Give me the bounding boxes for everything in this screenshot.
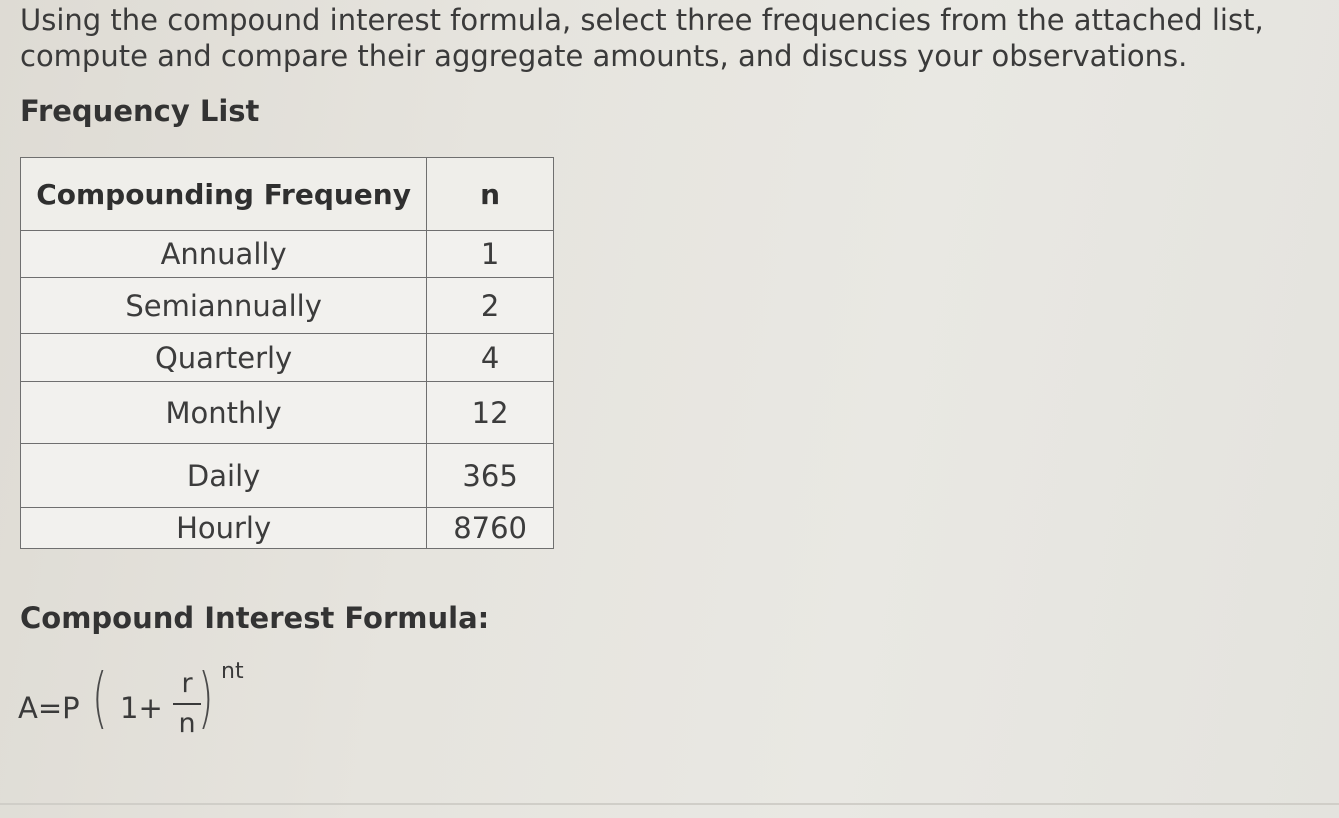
- formula-one-plus: 1+: [120, 691, 163, 725]
- table-row: [21, 231, 554, 278]
- header-n: n: [427, 158, 554, 231]
- formula-denominator: n: [178, 708, 196, 739]
- formula-exponent: nt: [221, 659, 244, 684]
- frequency-cell: Monthly: [21, 382, 427, 444]
- table-row: [21, 444, 554, 508]
- n-cell: 365: [427, 444, 554, 508]
- n-cell: 1: [427, 231, 554, 278]
- table-row: [21, 278, 554, 334]
- formula-paren-open: (: [92, 659, 108, 736]
- fraction-bar: [173, 703, 201, 705]
- formula-lhs: A=P: [18, 691, 80, 725]
- n-cell: 2: [427, 278, 554, 334]
- frequency-cell: Semiannually: [21, 278, 427, 334]
- section-divider: [0, 803, 1339, 805]
- frequency-cell: Quarterly: [21, 334, 427, 382]
- table-header-row: [21, 158, 554, 231]
- frequency-cell: Hourly: [21, 508, 427, 549]
- formula-numerator: r: [181, 668, 193, 699]
- n-cell: 8760: [427, 508, 554, 549]
- frequency-cell: Annually: [21, 231, 427, 278]
- formula-fraction: [173, 667, 201, 739]
- table-row: [21, 382, 554, 444]
- question-text: Using the compound interest formula, select three frequencies from the attached list, compute and compare their aggregate amounts, and discuss your observations.: [20, 3, 1264, 73]
- frequency-cell: Daily: [21, 444, 427, 508]
- header-compounding-frequency: Compounding Frequeny: [21, 158, 427, 231]
- table-row: [21, 508, 554, 549]
- table-row: [21, 334, 554, 382]
- n-cell: 4: [427, 334, 554, 382]
- formula-paren-close: ): [198, 659, 214, 736]
- n-cell: 12: [427, 382, 554, 444]
- formula-heading: Compound Interest Formula:: [20, 601, 490, 635]
- frequency-list-heading: Frequency List: [20, 94, 260, 128]
- frequency-table: [20, 157, 554, 549]
